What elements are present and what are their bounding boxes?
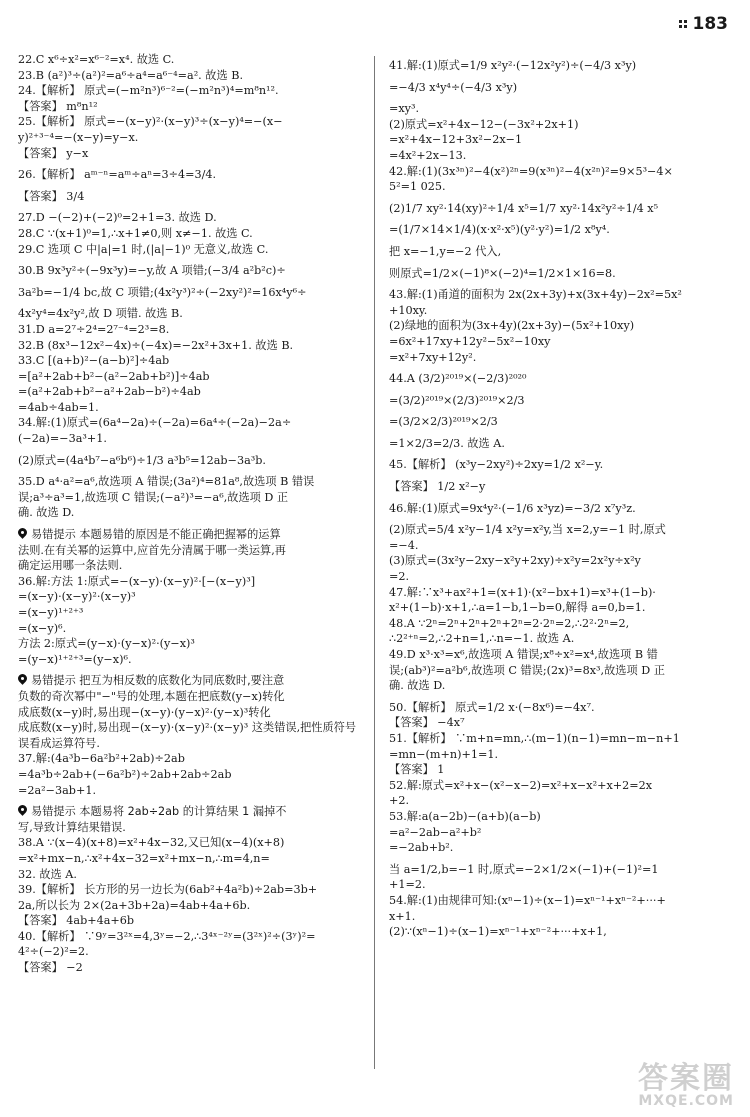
- right-answer-line: [389, 393, 733, 409]
- left-answer-line: [18, 52, 362, 68]
- line-text: 成底数(x−y)时,易出现−(x−y)·(x−y)²·(x−y)³ 这类错误,把性质符号: [18, 721, 357, 735]
- location-pin-icon: [18, 674, 27, 685]
- line-text: 51.【解析】 ∵m+n=mn,∴(m−1)(n−1)=mn−m−n+1: [389, 731, 680, 745]
- left-answer-line: [18, 306, 362, 322]
- line-text: (2)∵(xⁿ−1)÷(x−1)=xⁿ⁻¹+xⁿ⁻²+···+x+1,: [389, 925, 607, 939]
- left-answer-line: [18, 263, 362, 279]
- left-answer-line: [18, 589, 362, 605]
- line-text: =x²+7xy+12y².: [389, 350, 477, 364]
- right-answer-line: [389, 862, 733, 878]
- left-answer-line: [18, 68, 362, 84]
- left-answer-line: [18, 913, 362, 929]
- line-text: 误;a³÷a³=1,故选项 C 错误;(−a²)³=−a⁶,故选项 D 正: [18, 490, 289, 504]
- tip-line: [18, 527, 362, 543]
- left-answer-line: [18, 705, 362, 721]
- line-text: 3a²b=−1/4 bc,故 C 项错;(4x²y³)²÷(−2xy²)²=16x⁴y⁶÷: [18, 285, 307, 299]
- line-text: 【答案】 m⁸n¹²: [18, 99, 98, 113]
- line-text: 36.解:方法 1:原式=−(x−y)·(x−y)²·[−(x−y)³]: [18, 574, 256, 588]
- left-answer-line: [18, 636, 362, 652]
- left-answer-line: [18, 574, 362, 590]
- right-answer-line: [389, 631, 733, 647]
- line-text: 41.解:(1)原式=1/9 x²y²·(−12x²y²)÷(−4/3 x³y): [389, 59, 637, 72]
- line-text: 误;(ab³)²=a²b⁶,故选项 C 错误;(2x)³=8x³,故选项 D 正: [389, 663, 665, 677]
- left-answer-line: [18, 353, 362, 369]
- watermark-logo: [638, 1060, 734, 1110]
- left-answer-line: [18, 689, 362, 705]
- line-text: 39.【解析】 长方形的另一边长为(6ab²+4a²b)÷2ab=3b+: [18, 883, 318, 897]
- left-answer-line: [18, 882, 362, 898]
- left-answer-line: [18, 929, 362, 945]
- right-answer-line: [389, 809, 733, 825]
- left-answer-line: [18, 490, 362, 506]
- left-answer-line: [18, 558, 362, 574]
- left-answer-line: [18, 543, 362, 559]
- right-answer-line: [389, 501, 733, 517]
- left-answer-line: [18, 415, 362, 431]
- line-text: 4²÷(−2)²=2.: [18, 945, 89, 959]
- line-text: 确. 故选 D.: [389, 679, 446, 693]
- watermark-text-1: 答案圈: [638, 1060, 734, 1096]
- left-answer-line: [18, 431, 362, 447]
- line-text: y)²⁺³⁻⁴=−(x−y)=y−x.: [18, 130, 139, 144]
- left-answer-line: [18, 210, 362, 226]
- left-column: [18, 52, 362, 1089]
- line-text: 38.A ∵(x−4)(x+8)=x²+4x−32,又已知(x−4)(x+8): [18, 836, 285, 850]
- line-text: 46.解:(1)原式=9x⁴y²·(−1/6 x³yz)=−3/2 x⁷y³z.: [389, 501, 636, 515]
- line-text: (2)原式=(4a⁴b⁷−a⁶b⁶)÷1/3 a³b⁵=12ab−3a³b.: [18, 453, 266, 467]
- line-text: x²+(1−b)·x+1,∴a=1−b,1−b=0,解得 a=0,b=1.: [389, 601, 646, 615]
- left-answer-line: [18, 944, 362, 960]
- line-text: (2)原式=5/4 x²y−1/4 x²y=x²y,当 x=2,y=−1 时,原式: [389, 523, 666, 537]
- left-answer-line: [18, 851, 362, 867]
- left-answer-line: [18, 130, 362, 146]
- line-text: =x²+mx−n,∴x²+4x−32=x²+mx−n,∴m=4,n=: [18, 851, 270, 865]
- line-text: 44.A (3/2)²⁰¹⁹×(−2/3)²⁰²⁰: [389, 372, 527, 386]
- right-answer-line: [389, 318, 733, 334]
- line-text: =[a²+2ab+b²−(a²−2ab+b²)]÷4ab: [18, 369, 210, 383]
- right-answer-line: [389, 793, 733, 809]
- left-answer-line: [18, 621, 362, 637]
- left-answer-line: [18, 167, 362, 183]
- line-text: 【答案】 3/4: [18, 189, 85, 203]
- line-text: +1=2.: [389, 878, 426, 892]
- line-text: 法则.在有关幂的运算中,应首先分清属于哪一类运算,再: [18, 543, 286, 557]
- line-text: (2)绿地的面积为(3x+4y)(2x+3y)−(5x²+10xy): [389, 319, 635, 333]
- line-text: =(x−y)¹⁺²⁺³: [18, 606, 84, 619]
- right-answer-line: [389, 600, 733, 616]
- right-answer-line: [389, 877, 733, 893]
- right-answer-line: [389, 58, 733, 74]
- right-answer-line: [389, 222, 733, 238]
- right-answer-line: [389, 678, 733, 694]
- line-text: 34.解:(1)原式=(6a⁴−2a)÷(−2a)=6a⁴÷(−2a)−2a÷: [18, 416, 292, 430]
- right-answer-line: [389, 371, 733, 387]
- right-answer-line: [389, 414, 733, 430]
- line-text: x+1.: [389, 909, 416, 923]
- tip-line: [18, 804, 362, 820]
- line-text: ∴2²⁺ⁿ=2,∴2+n=1,∴n=−1. 故选 A.: [389, 632, 575, 646]
- column-divider: [374, 56, 375, 1069]
- left-answer-line: [18, 898, 362, 914]
- line-text: =x²+4x−12+3x²−2x−1: [389, 133, 523, 147]
- right-answer-line: [389, 334, 733, 350]
- line-text: (−2a)=−3a³+1.: [18, 432, 107, 446]
- line-text: 26.【解析】 aᵐ⁻ⁿ=aᵐ÷aⁿ=3÷4=3/4.: [18, 168, 217, 182]
- right-answer-line: [389, 731, 733, 747]
- line-text: (3)原式=(3x²y−2xy−x²y+2xy)÷x²y=2x²y÷x²y: [389, 554, 641, 568]
- left-answer-line: [18, 338, 362, 354]
- left-answer-line: [18, 146, 362, 162]
- right-answer-line: [389, 840, 733, 856]
- line-text: 47.解:∵x³+ax²+1=(x+1)·(x²−bx+1)=x³+(1−b)·: [389, 585, 656, 599]
- left-answer-line: [18, 960, 362, 976]
- right-answer-line: [389, 148, 733, 164]
- line-text: =xy³.: [389, 102, 420, 116]
- left-answer-line: [18, 767, 362, 783]
- line-text: =2.: [389, 570, 410, 584]
- left-answer-line: [18, 720, 362, 736]
- right-answer-line: [389, 700, 733, 716]
- left-answer-line: [18, 751, 362, 767]
- line-text: +2.: [389, 794, 410, 808]
- line-text: 48.A ∵2ⁿ=2ⁿ+2ⁿ+2ⁿ+2ⁿ=2·2ⁿ=2,∴2²·2ⁿ=2,: [389, 616, 630, 630]
- right-answer-line: [389, 201, 733, 217]
- line-text: 31.D a=2⁷÷2⁴=2⁷⁻⁴=2³=8.: [18, 322, 170, 336]
- line-text: 32.B (8x³−12x²−4x)÷(−4x)=−2x²+3x+1. 故选 B.: [18, 338, 294, 352]
- right-answer-line: [389, 762, 733, 778]
- left-answer-line: [18, 453, 362, 469]
- line-text: 易错提示 本题易错的原因是不能正确把握幂的运算: [31, 528, 281, 542]
- right-answer-line: [389, 350, 733, 366]
- page-header: [679, 14, 729, 34]
- line-text: =(a²+2ab+b²−a²+2ab−b²)÷4ab: [18, 385, 201, 399]
- line-text: =a²−2ab−a²+b²: [389, 825, 482, 839]
- location-pin-icon: [18, 528, 27, 539]
- left-answer-line: [18, 783, 362, 799]
- left-answer-line: [18, 867, 362, 883]
- line-text: =6x²+17xy+12y²−5x²−10xy: [389, 334, 551, 348]
- line-text: 22.C x⁶÷x²=x⁶⁻²=x⁴. 故选 C.: [18, 53, 175, 66]
- line-text: 42.解:(1)(3x³ⁿ)²−4(x²)²ⁿ=9(x³ⁿ)²−4(x²ⁿ)²=9×5³−4×: [389, 164, 673, 178]
- line-text: 【答案】 −4x⁷: [389, 716, 465, 730]
- right-answer-line: [389, 303, 733, 319]
- line-text: 24.【解析】 原式=(−m²n³)⁶⁻²=(−m²n³)⁴=m⁸n¹².: [18, 84, 279, 98]
- line-text: 27.D −(−2)+(−2)⁰=2+1=3. 故选 D.: [18, 211, 217, 225]
- line-text: 写,导致计算结果错误.: [18, 820, 126, 834]
- right-answer-line: [389, 101, 733, 117]
- line-text: (2)原式=x²+4x−12−(−3x²+2x+1): [389, 117, 579, 131]
- line-text: 【答案】 −2: [18, 961, 83, 975]
- line-text: 【答案】 1/2 x²−y: [389, 480, 486, 494]
- line-text: 30.B 9x³y²÷(−9x³y)=−y,故 A 项错;(−3/4 a²b²c)÷: [18, 264, 286, 278]
- left-answer-line: [18, 384, 362, 400]
- line-text: 易错提示 把互为相反数的底数化为同底数时,要注意: [31, 674, 285, 688]
- tip-line: [18, 673, 362, 689]
- line-text: 2a,所以长为 2×(2a+3b+2a)=4ab+4a+6b.: [18, 898, 251, 912]
- right-answer-line: [389, 715, 733, 731]
- right-answer-line: [389, 825, 733, 841]
- right-answer-line: [389, 522, 733, 538]
- right-answer-line: [389, 266, 733, 282]
- line-text: 5²=1 025.: [389, 180, 446, 194]
- right-answer-line: [389, 457, 733, 473]
- right-answer-line: [389, 553, 733, 569]
- left-answer-line: [18, 505, 362, 521]
- right-answer-line: [389, 436, 733, 452]
- line-text: 当 a=1/2,b=−1 时,原式=−2×1/2×(−1)+(−1)²=1: [389, 862, 659, 876]
- line-text: 【答案】 1: [389, 763, 445, 777]
- line-text: =−4/3 x⁴y⁴÷(−4/3 x³y): [389, 80, 518, 94]
- line-text: =mn−(m+n)+1=1.: [389, 747, 499, 761]
- line-text: 53.解:a(a−2b)−(a+b)(a−b): [389, 809, 541, 823]
- left-answer-line: [18, 189, 362, 205]
- right-answer-line: [389, 893, 733, 909]
- right-answer-line: [389, 132, 733, 148]
- left-answer-line: [18, 736, 362, 752]
- line-text: 50.【解析】 原式=1/2 x·(−8x⁶)=−4x⁷.: [389, 700, 595, 714]
- right-answer-line: [389, 179, 733, 195]
- left-answer-line: [18, 820, 362, 836]
- line-text: 确定运用哪一条法则.: [18, 559, 123, 573]
- left-answer-line: [18, 114, 362, 130]
- line-text: 32. 故选 A.: [18, 867, 77, 881]
- right-answer-line: [389, 585, 733, 601]
- line-text: (2)1/7 xy²·14(xy)²÷1/4 x⁵=1/7 xy²·14x²y²÷1/4 x⁵: [389, 201, 659, 215]
- line-text: 负数的奇次幂中"−"号的处理,本题在把底数(y−x)转化: [18, 689, 285, 703]
- line-text: 4x²y⁴=4x²y²,故 D 项错. 故选 B.: [18, 307, 183, 321]
- line-text: 45.【解析】 (x³y−2xy²)÷2xy=1/2 x²−y.: [389, 458, 604, 472]
- line-text: 23.B (a²)³÷(a²)²=a⁶÷a⁴=a⁶⁻⁴=a². 故选 B.: [18, 68, 244, 82]
- right-answer-line: [389, 164, 733, 180]
- line-text: 29.C 选项 C 中|a|=1 时,(|a|−1)⁰ 无意义,故选 C.: [18, 242, 269, 256]
- left-answer-line: [18, 83, 362, 99]
- line-text: 【答案】 4ab+4a+6b: [18, 914, 135, 928]
- line-text: 【答案】 y−x: [18, 146, 89, 160]
- location-pin-icon: [18, 805, 27, 816]
- line-text: 28.C ∵(x+1)⁰=1,∴x+1≠0,则 x≠−1. 故选 C.: [18, 226, 253, 240]
- left-answer-line: [18, 474, 362, 490]
- left-answer-line: [18, 322, 362, 338]
- left-answer-line: [18, 99, 362, 115]
- right-answer-line: [389, 924, 733, 940]
- left-answer-line: [18, 226, 362, 242]
- right-answer-line: [389, 244, 733, 260]
- left-answer-line: [18, 835, 362, 851]
- right-answer-line: [389, 479, 733, 495]
- line-text: 确. 故选 D.: [18, 506, 75, 520]
- line-text: 40.【解析】 ∵9ʸ=3²ˣ=4,3ʸ=−2,∴3⁴ˣ⁻²ʸ=(3²ˣ)²÷(3ʸ)²=: [18, 929, 316, 943]
- right-answer-line: [389, 616, 733, 632]
- left-answer-line: [18, 242, 362, 258]
- right-answer-line: [389, 747, 733, 763]
- watermark-text-2: MXQE.COM: [638, 1093, 734, 1110]
- line-text: 把 x=−1,y=−2 代入,: [389, 244, 502, 258]
- right-answer-line: [389, 80, 733, 96]
- line-text: =(3/2)²⁰¹⁹×(2/3)²⁰¹⁹×2/3: [389, 393, 525, 407]
- line-text: =(x−y)·(x−y)²·(x−y)³: [18, 590, 136, 604]
- right-answer-line: [389, 287, 733, 303]
- left-answer-line: [18, 605, 362, 621]
- line-text: =(3/2×2/3)²⁰¹⁹×2/3: [389, 415, 498, 429]
- line-text: 易错提示 本题易将 2ab÷2ab 的计算结果 1 漏掉不: [31, 805, 287, 819]
- line-text: =(y−x)¹⁺²⁺³=(y−x)⁶.: [18, 652, 132, 666]
- line-text: 37.解:(4a³b−6a²b²+2ab)÷2ab: [18, 752, 185, 766]
- line-text: =4x²+2x−13.: [389, 148, 467, 162]
- line-text: =−2ab+b².: [389, 841, 454, 855]
- line-text: 54.解:(1)由规律可知:(xⁿ−1)÷(x−1)=xⁿ⁻¹+xⁿ⁻²+···+: [389, 893, 666, 907]
- line-text: 25.【解析】 原式=−(x−y)²·(x−y)³÷(x−y)⁴=−(x−: [18, 115, 283, 129]
- right-answer-line: [389, 647, 733, 663]
- line-text: 52.解:原式=x²+x−(x²−x−2)=x²+x−x²+x+2=2x: [389, 778, 653, 792]
- line-text: 成底数(x−y)时,易出现−(x−y)·(y−x)²·(y−x)³转化: [18, 705, 271, 719]
- line-text: 方法 2:原式=(y−x)·(y−x)²·(y−x)³: [18, 637, 195, 651]
- line-text: 则原式=1/2×(−1)⁸×(−2)⁴=1/2×1×16=8.: [389, 266, 616, 280]
- left-answer-line: [18, 400, 362, 416]
- line-text: 误看成运算符号.: [18, 736, 100, 750]
- line-text: =1×2/3=2/3. 故选 A.: [389, 436, 505, 450]
- line-text: =4a³b÷2ab+(−6a²b²)÷2ab+2ab÷2ab: [18, 767, 232, 781]
- right-answer-line: [389, 778, 733, 794]
- right-answer-line: [389, 663, 733, 679]
- right-answer-line: [389, 569, 733, 585]
- line-text: 35.D a⁴·a²=a⁶,故选项 A 错误;(3a²)⁴=81a⁸,故选项 B 错误: [18, 475, 315, 489]
- line-text: =2a²−3ab+1.: [18, 783, 97, 797]
- line-text: +10xy.: [389, 303, 428, 317]
- line-text: =(x−y)⁶.: [18, 621, 67, 635]
- right-answer-line: [389, 538, 733, 554]
- grid-dots-icon: [679, 20, 687, 28]
- left-answer-line: [18, 369, 362, 385]
- line-text: 43.解:(1)甬道的面积为 2x(2x+3y)+x(3x+4y)−2x²=5x²: [389, 288, 682, 302]
- left-answer-line: [18, 285, 362, 301]
- left-answer-line: [18, 652, 362, 668]
- line-text: =4ab÷4ab=1.: [18, 400, 99, 414]
- right-answer-line: [389, 909, 733, 925]
- right-answer-line: [389, 117, 733, 133]
- line-text: 33.C [(a+b)²−(a−b)²]÷4ab: [18, 354, 170, 368]
- line-text: 49.D x³·x³=x⁶,故选项 A 错误;x⁸÷x²=x⁴,故选项 B 错: [389, 648, 658, 661]
- line-text: =−4.: [389, 538, 419, 552]
- line-text: =(1/7×14×1/4)(x·x²·x⁵)(y²·y²)=1/2 x⁸y⁴.: [389, 223, 610, 237]
- right-column: [389, 52, 733, 1089]
- page-number: 183: [692, 14, 728, 34]
